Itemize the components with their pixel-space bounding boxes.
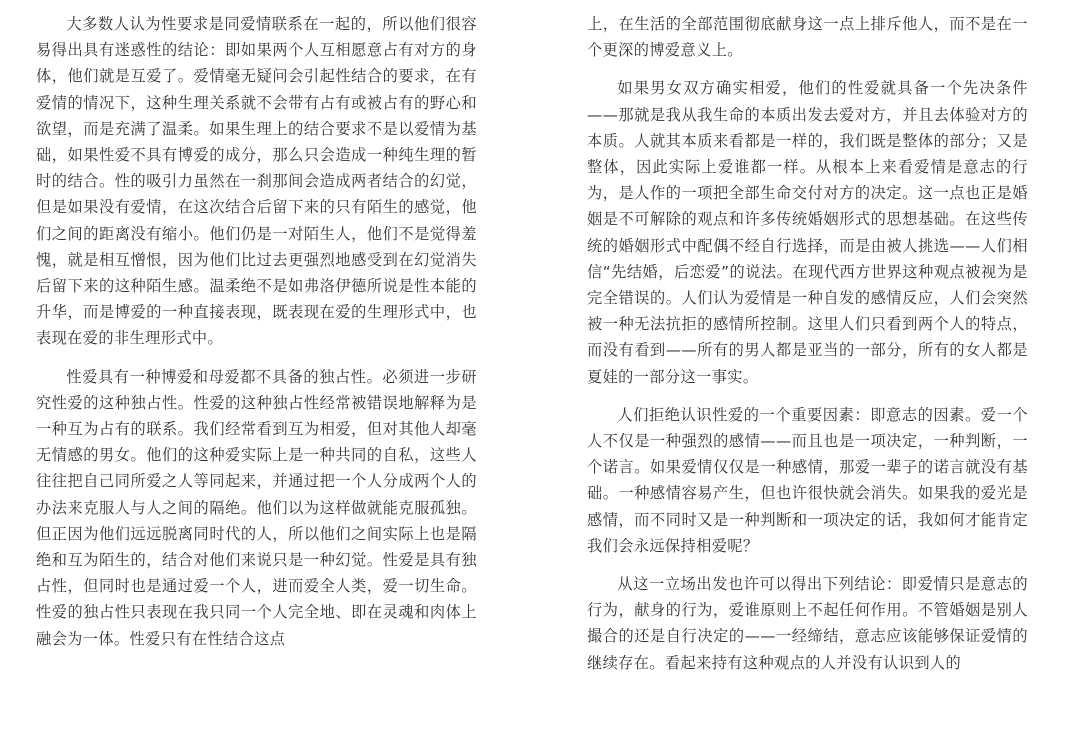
paragraph: 性爱具有一种博爱和母爱都不具备的独占性。必须进一步研究性爱的这种独占性。性爱的这种独占性经常被错误地解释为是一种互为占有的联系。我们经常看到互为相爱，但对其他人却毫无情感的男女。他们的这种爱实际上是一种共同的自私，这些人往往把自己同所爱之人等同起来，并通过把一个人分成两个人的办法来克服人与人之间的隔绝。他们以为这样做就能克服孤独。但正因为他们远远脱离同时代的人，所以他们之间实际上也是隔绝和互为陌生的，结合对他们来说只是一种幻觉。性爱是具有独占性，但同时也是通过爱一个人，进而爱全人类，爱一切生命。性爱的独占性只表现在我只同一个人完全地、即在灵魂和肉体上融会为一体。性爱只有在性结合这点 [36, 367, 477, 648]
paragraph: 人们拒绝认识性爱的一个重要因素：即意志的因素。爱一个人不仅是一种强烈的感情——而且也是一项决定，一种判断，一个诺言。如果爱情仅仅是一种感情，那爱一辈子的诺言就没有基础。一种感情容易产生，但也许很快就会消失。如果我的爱光是感情，而不同时又是一种判断和一项决定的话，我如何才能肯定我们会永远保持相爱呢？ [587, 405, 1028, 555]
paragraph-continued: 上，在生活的全部范围彻底献身这一点上排斥他人，而不是在一个更深的博爱意义上。 [587, 15, 1028, 60]
paragraph: 从这一立场出发也许可以得出下列结论：即爱情只是意志的行为，献身的行为，爱谁原则上不起任何作用。不管婚姻是别人撮合的还是自行决定的——一经缔结，意志应该能够保证爱情的继续存在。看起来持有这种观点的人并没有认识到人的 [587, 575, 1028, 672]
right-text-column [587, 11, 1028, 731]
paragraph: 如果男女双方确实相爱，他们的性爱就具备一个先决条件——那就是我从我生命的本质出发去爱对方，并且去体验对方的本质。人就其本质来看都是一样的，我们既是整体的部分；又是整体，因此实际上爱谁都一样。从根本上来看爱情是意志的行为，是人作的一项把全部生命交付对方的决定。这一点也正是婚姻是不可解除的观点和许多传统婚姻形式的思想基础。在这些传统的婚姻形式中配偶不经自行选择，而是由被人挑选——人们相信“先结婚，后恋爱”的说法。在现代西方世界这种观点被视为是完全错误的。人们认为爱情是一种自发的感情反应，人们会突然被一种无法抗拒的感情所控制。这里人们只看到两个人的特点，而没有看到——所有的男人都是亚当的一部分，所有的女人都是夏娃的一部分这一事实。 [587, 79, 1028, 386]
paragraph: 大多数人认为性要求是同爱情联系在一起的，所以他们很容易得出具有迷惑性的结论：即如果两个人互相愿意占有对方的身体，他们就是互爱了。爱情毫无疑问会引起性结合的要求，在有爱情的情况下，这种生理关系就不会带有占有或被占有的野心和欲望，而是充满了温柔。如果生理上的结合要求不是以爱情为基础，如果性爱不具有博爱的成分，那么只会造成一种纯生理的暂时的结合。性的吸引力虽然在一刹那间会造成两者结合的幻觉，但是如果没有爱情，在这次结合后留下来的只有陌生的感觉，他们之间的距离没有缩小。他们仍是一对陌生人，他们不是觉得羞愧，就是相互憎恨，因为他们比过去更强烈地感受到在幻觉消失后留下来的这种陌生感。温柔绝不是如弗洛伊德所说是性本能的升华，而是博爱的一种直接表现，既表现在爱的生理形式中，也表现在爱的非生理形式中。 [36, 15, 477, 348]
left-text-column [36, 11, 477, 731]
